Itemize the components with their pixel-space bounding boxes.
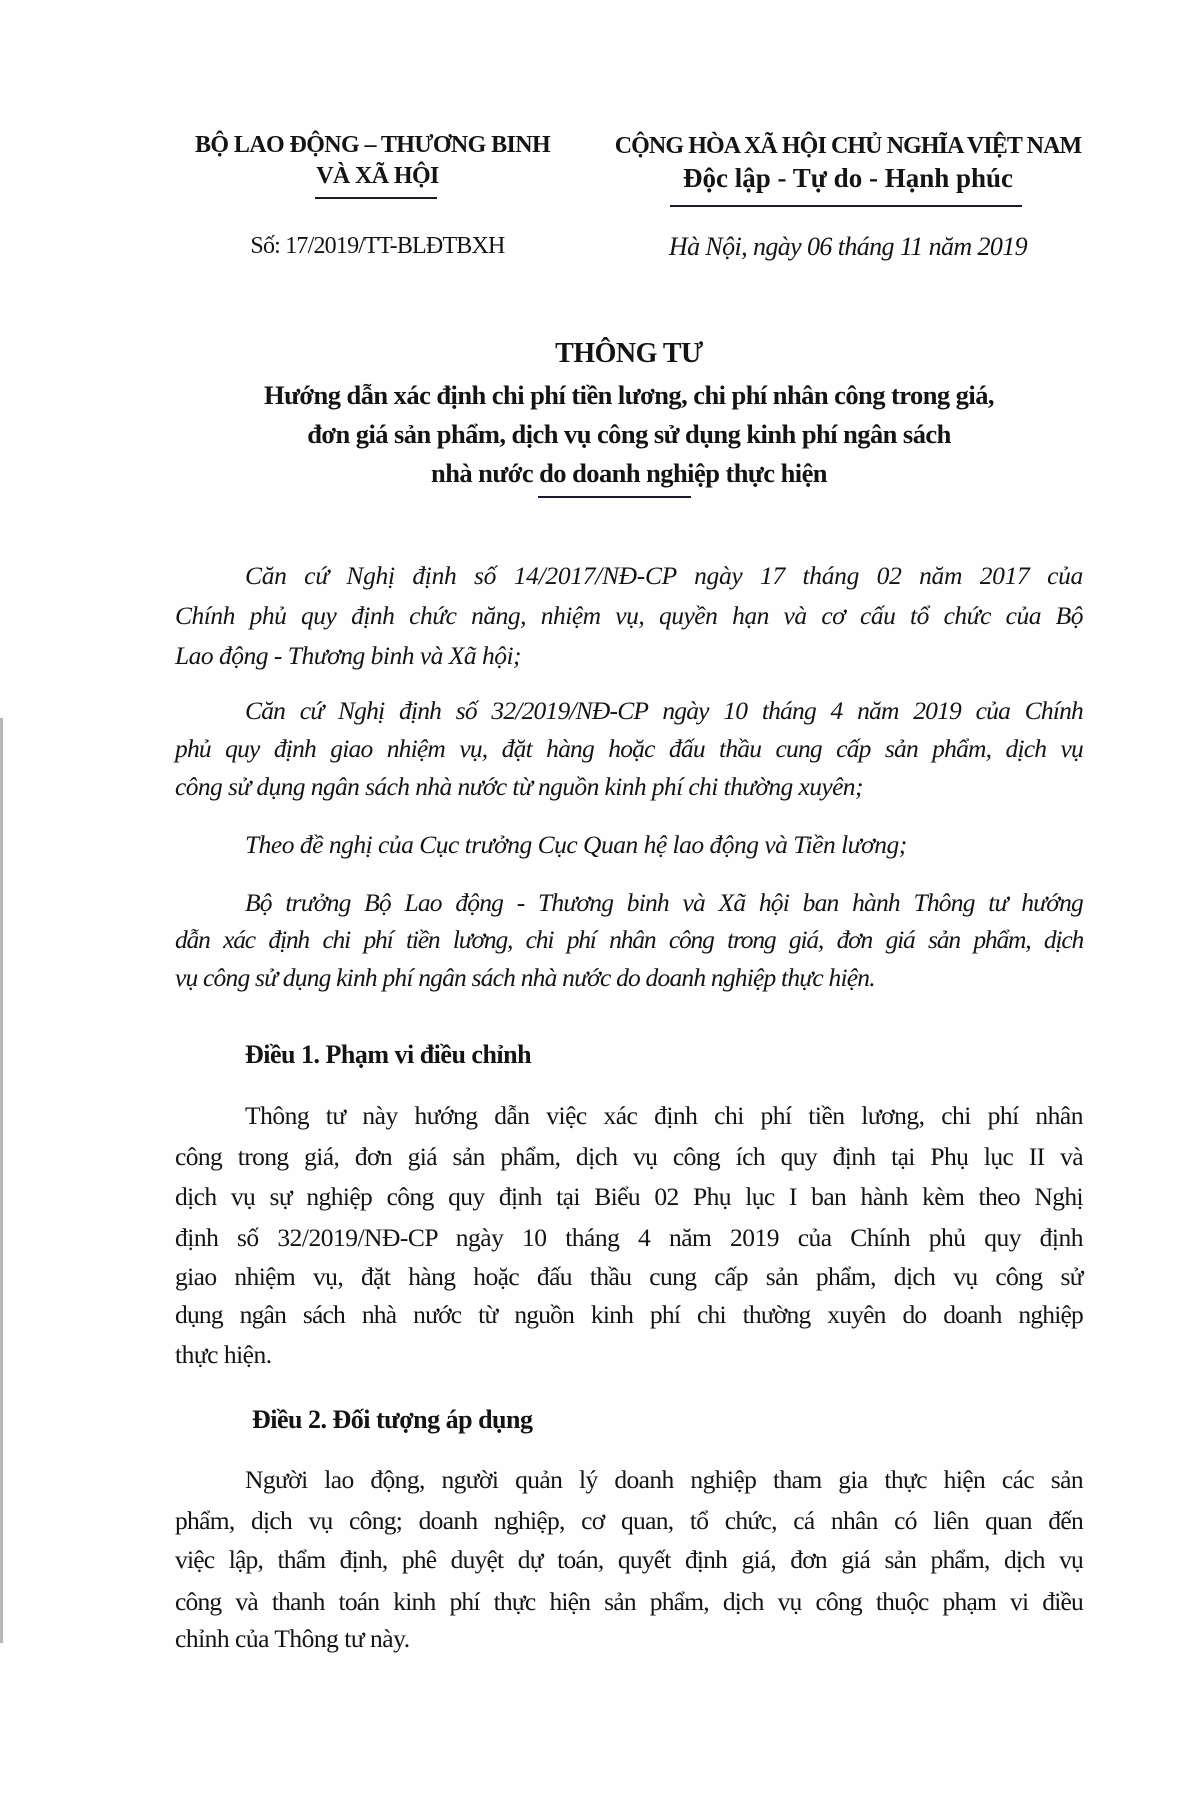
article-1-line: thực hiện. (175, 1340, 272, 1369)
title-line: đơn giá sản phẩm, dịch vụ công sử dụng kinh phí ngân sách (307, 419, 951, 449)
title-line: nhà nước do doanh nghiệp thực hiện (431, 458, 827, 488)
article-2-heading: Điều 2. Đối tượng áp dụng (252, 1405, 533, 1434)
preamble-line: Theo đề nghị của Cục trưởng Cục Quan hệ lao động và Tiền lương; (245, 830, 907, 859)
document-type: THÔNG TƯ (555, 338, 703, 369)
preamble-line: Căn cứ Nghị định số 14/2017/NĐ-CP ngày 17 tháng 02 năm 2017 của (245, 561, 1083, 590)
article-2-line: phẩm, dịch vụ công; doanh nghiệp, cơ quan, tổ chức, cá nhân có liên quan đến (175, 1506, 1083, 1535)
article-1-line: định số 32/2019/NĐ-CP ngày 10 tháng 4 năm 2019 của Chính phủ quy định (175, 1223, 1083, 1252)
national-motto: Độc lập - Tự do - Hạnh phúc (682, 163, 1014, 193)
preamble-line: Bộ trưởng Bộ Lao động - Thương binh và Xã hội ban hành Thông tư hướng (245, 888, 1083, 917)
article-1-heading: Điều 1. Phạm vi điều chỉnh (245, 1040, 532, 1069)
article-2-line: công và thanh toán kinh phí thực hiện sản phẩm, dịch vụ công thuộc phạm vi điều (175, 1587, 1083, 1616)
place-and-date: Hà Nội, ngày 06 tháng 11 năm 2019 (668, 232, 1028, 261)
motto-underline (670, 205, 1022, 207)
ministry-underline (315, 197, 437, 199)
scan-edge-shadow (0, 718, 3, 1643)
preamble-line: công sử dụng ngân sách nhà nước từ nguồn kinh phí chi thường xuyên; (175, 772, 863, 801)
preamble-line: phủ quy định giao nhiệm vụ, đặt hàng hoặc đấu thầu cung cấp sản phẩm, dịch vụ (175, 734, 1083, 763)
article-1-line: Thông tư này hướng dẫn việc xác định chi phí tiền lương, chi phí nhân (245, 1101, 1083, 1130)
preamble-line: dẫn xác định chi phí tiền lương, chi phí nhân công trong giá, đơn giá sản phẩm, dịch (175, 925, 1083, 954)
article-2-line: việc lập, thẩm định, phê duyệt dự toán, quyết định giá, đơn giá sản phẩm, dịch vụ (175, 1545, 1083, 1574)
preamble-line: Căn cứ Nghị định số 32/2019/NĐ-CP ngày 10 tháng 4 năm 2019 của Chính (245, 696, 1083, 725)
article-1-line: dụng ngân sách nhà nước từ nguồn kinh phí chi thường xuyên do doanh nghiệp (175, 1300, 1083, 1329)
document-number: Số: 17/2019/TT-BLĐTBXH (250, 233, 505, 259)
title-underline (538, 496, 691, 498)
title-line: Hướng dẫn xác định chi phí tiền lương, chi phí nhân công trong giá, (264, 380, 994, 410)
ministry-name-line1: BỘ LAO ĐỘNG – THƯƠNG BINH (195, 132, 551, 158)
article-2-line: Người lao động, người quản lý doanh nghiệp tham gia thực hiện các sản (245, 1465, 1083, 1494)
article-1-line: công trong giá, đơn giá sản phẩm, dịch vụ công ích quy định tại Phụ lục II và (175, 1142, 1083, 1171)
republic-name: CỘNG HÒA XÃ HỘI CHỦ NGHĨA VIỆT NAM (614, 133, 1082, 159)
preamble-line: vụ công sử dụng kinh phí ngân sách nhà nước do doanh nghiệp thực hiện. (175, 963, 875, 992)
article-1-line: giao nhiệm vụ, đặt hàng hoặc đấu thầu cung cấp sản phẩm, dịch vụ công sử (175, 1262, 1083, 1291)
ministry-name-line2: VÀ XÃ HỘI (316, 163, 439, 189)
preamble-line: Lao động - Thương binh và Xã hội; (175, 641, 522, 670)
article-2-line: chỉnh của Thông tư này. (175, 1624, 410, 1653)
article-1-line: dịch vụ sự nghiệp công quy định tại Biểu 02 Phụ lục I ban hành kèm theo Nghị (175, 1182, 1083, 1211)
preamble-line: Chính phủ quy định chức năng, nhiệm vụ, quyền hạn và cơ cấu tổ chức của Bộ (175, 601, 1083, 630)
